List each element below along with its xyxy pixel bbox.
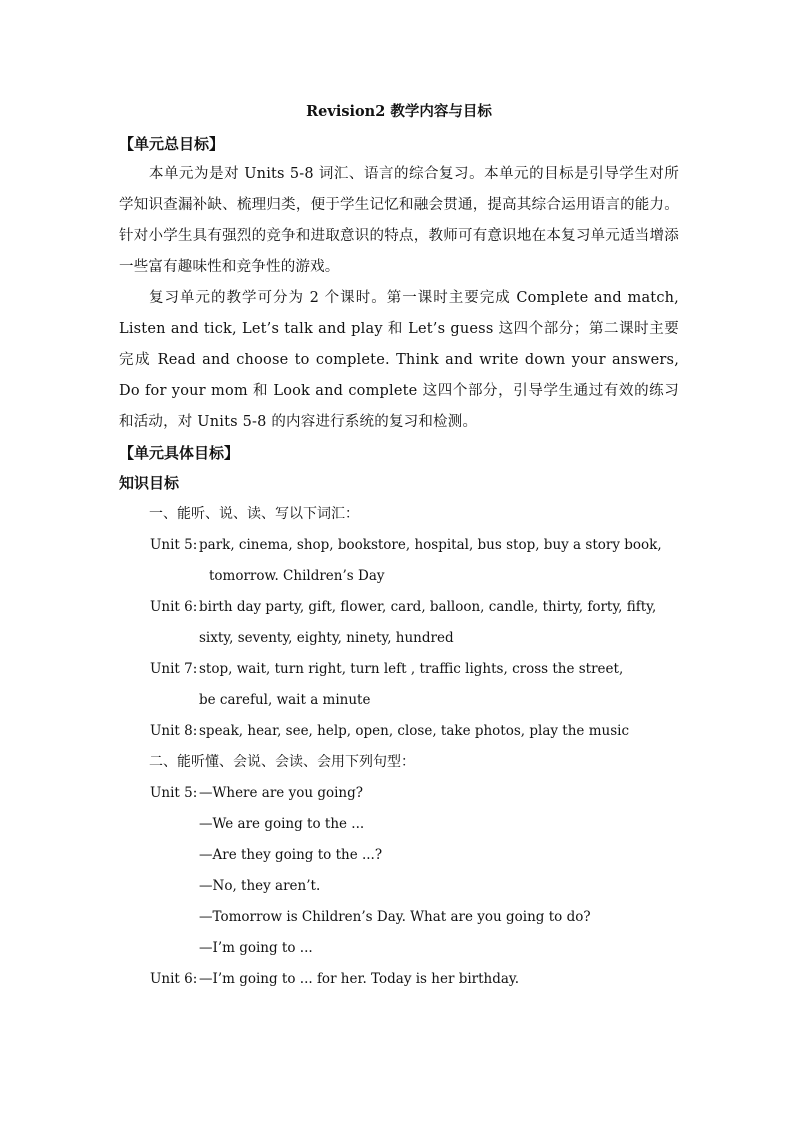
sentence-line: —Where are you going? (199, 785, 363, 801)
sentences-intro: 二、能听懂、会说、会读、会用下列句型： (149, 754, 415, 770)
vocabulary-intro: 一、能听、说、读、写以下词汇： (149, 506, 359, 522)
vocab-line: sixty, seventy, eighty, ninety, hundred (199, 630, 454, 646)
vocab-line: birth day party, gift, flower, card, balloon, candle, thirty, forty, fifty, (199, 599, 657, 615)
vocab-line: park, cinema, shop, bookstore, hospital, bus stop, buy a story book, (199, 537, 662, 553)
unit-label: Unit 5: (150, 537, 198, 553)
vocab-unit-8 (119, 716, 679, 747)
overall-goal-paragraph-2: 复习单元的教学可分为 2 个课时。第一课时主要完成 Complete and match, Listen and tick, Let’s talk and play 和 Let’s guess 这四个部分；第二课时主要完成 Read and choose to complete. Think and write down your answers, Do for your mom 和 Look and complete 这四个部分，引导学生通过有效的练习和活动，对 Units 5-8 的内容进行系统的复习和检测。 (119, 290, 679, 430)
document-title: Revision2 教学内容与目标 (306, 103, 492, 120)
sentence-line: —We are going to the ... (199, 816, 365, 832)
sentence-line: —Tomorrow is Children’s Day. What are you going to do? (199, 909, 591, 925)
sentences-unit-5 (119, 778, 679, 964)
unit-overall-goal-heading: 【单元总目标】 (119, 135, 225, 153)
unit-specific-goal-heading: 【单元具体目标】 (119, 444, 240, 462)
sentence-line: —No, they aren’t. (199, 878, 321, 894)
vocab-unit-7 (119, 654, 679, 716)
sentences-unit-6 (119, 964, 679, 995)
vocab-line: stop, wait, turn right, turn left , traffic lights, cross the street, (199, 661, 624, 677)
unit-label: Unit 8: (150, 723, 198, 739)
unit-label: Unit 6: (150, 599, 198, 615)
overall-goal-paragraph-1: 本单元为是对 Units 5-8 词汇、语言的综合复习。本单元的目标是引导学生对所学知识查漏补缺、梳理归类，便于学生记忆和融会贯通，提高其综合运用语言的能力。针对小学生具有强烈的竞争和进取意识的特点，教师可有意识地在本复习单元适当增添一些富有趣味性和竞争性的游戏。 (119, 166, 679, 275)
sentence-pattern-list (119, 778, 679, 995)
vocab-line: speak, hear, see, help, open, close, take photos, play the music (199, 723, 630, 739)
unit-label: Unit 7: (150, 661, 198, 677)
sentence-line: —I’m going to ... for her. Today is her birthday. (199, 971, 520, 987)
vocab-line: tomorrow. Children’s Day (209, 568, 385, 584)
sentence-line: —Are they going to the ...? (199, 847, 383, 863)
vocab-line: be careful, wait a minute (199, 692, 371, 708)
unit-label: Unit 6: (150, 971, 198, 987)
unit-label: Unit 5: (150, 785, 198, 801)
vocabulary-list (119, 530, 679, 747)
vocab-unit-5 (119, 530, 679, 592)
sentence-line: —I’m going to ... (199, 940, 313, 956)
document-page (119, 99, 679, 995)
knowledge-goal-heading: 知识目标 (119, 474, 180, 492)
vocab-unit-6 (119, 592, 679, 654)
